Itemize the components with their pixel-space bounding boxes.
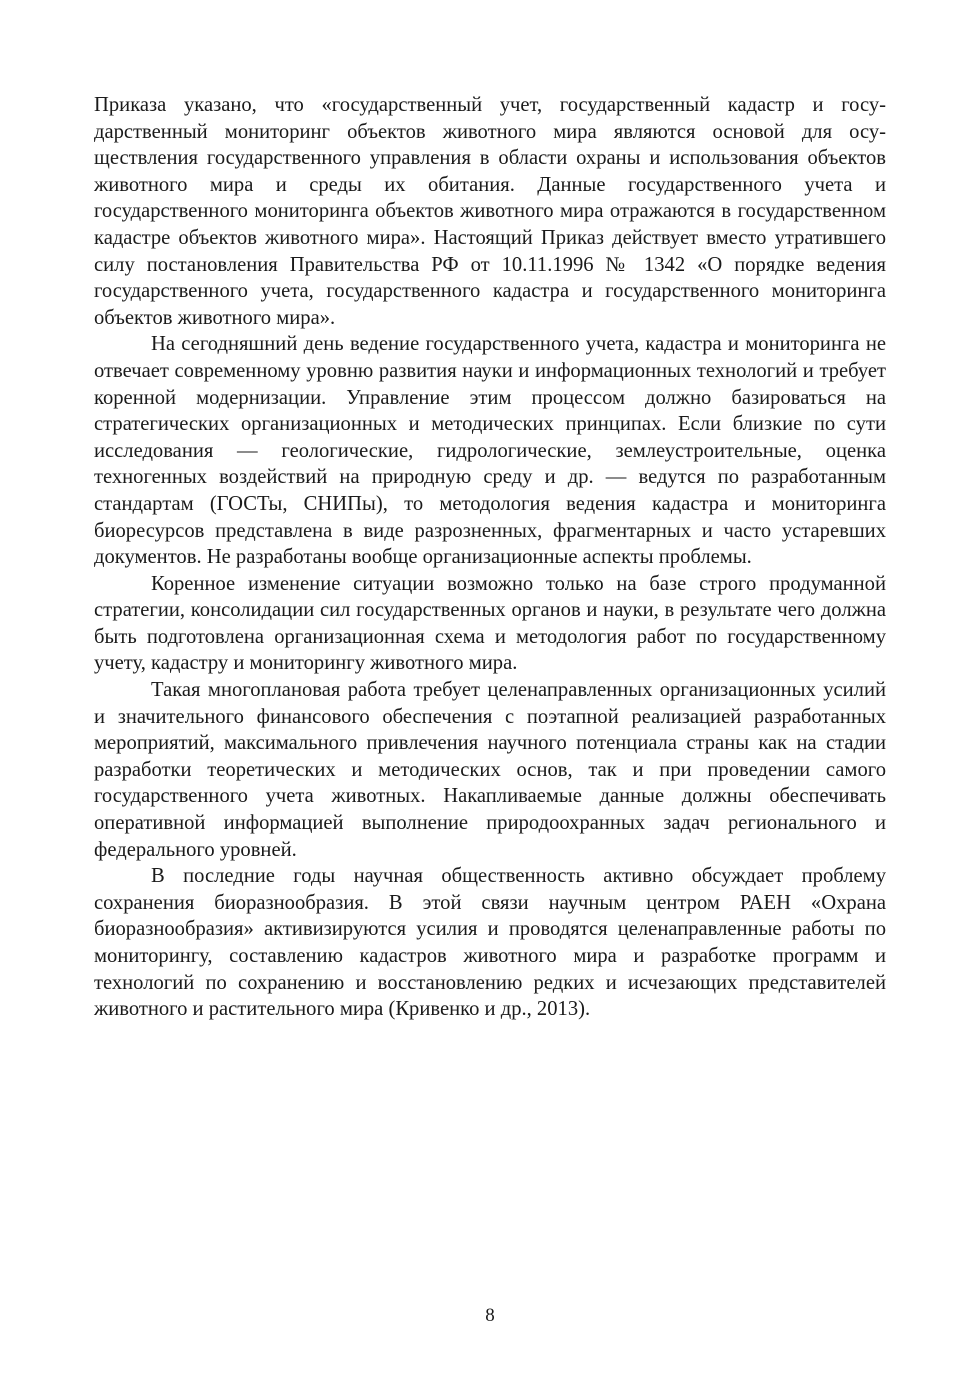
page-number: 8 [485,1305,495,1326]
body-text [94,92,886,1023]
paragraph: Такая многоплановая работа требует целенаправленных организационных усилий и значительного финансового обеспечения с поэтапной реализацией разработанных мероприятий, максимального привлечения научного потенциала страны как на стадии разработки теоретических и методических основ, так и при проведении самого государственного учета животных. Накапливаемые данные должны обеспечивать оперативной информацией выполнение природоохранных задач регионального и федерального уровней. [94,679,886,861]
paragraph: Коренное изменение ситуации возможно только на базе строго продуманной стратегии, консолидации сил государственных органов и науки, в результате чего должна быть подготовлена организационная схема и методология работ по государственному учету, кадастру и мониторингу животного мира. [94,572,886,675]
paragraph: В последние годы научная общественность активно обсуждает проблему сохранения биоразнообразия. В этой связи научным центром РАЕН «Охрана биоразнообразия» активизируются усилия и проводятся целенаправленные работы по мониторингу, составлению кадастров животного мира и разработке программ и технологий по сохранению и восстановлению редких и исчезающих представителей животного и растительного мира (Кривенко и др., 2013). [94,865,886,1021]
paragraph-continuation: Приказа указано, что «государственный учет, государственный кадастр и государственный мониторинг объектов животного мира являются основой для осуществления государственного управления в области охраны и использования объектов животного мира и среды их обитания. Данные государственного учета и государственного мониторинга объектов животного мира отражаются в государственном кадастре объектов животного мира». Настоящий Приказ действует вместо утратившего силу постановления Правительства РФ от 10.11.1996 № 1342 «О порядке ведения государственного учета, государственного кадастра и государственного мониторинга объектов животного мира». [94,94,886,329]
paragraph: На сегодняшний день ведение государственного учета, кадастра и мониторинга не отвечает современному уровню развития науки и информационных технологий и требует коренной модернизации. Управление этим процессом должно базироваться на стратегических организационных и методических принципах. Если близкие по сути исследования — геологические, гидрологические, землеустроительные, оценка техногенных воздействий на природную среду и др. — ведутся по разработанным стандартам (ГОСТы, СНИПы), то методология ведения кадастра и мониторинга биоресурсов представлена в виде разрозненных, фрагментарных и часто устаревших документов. Не разработаны вообще организационные аспекты проблемы. [94,333,886,569]
